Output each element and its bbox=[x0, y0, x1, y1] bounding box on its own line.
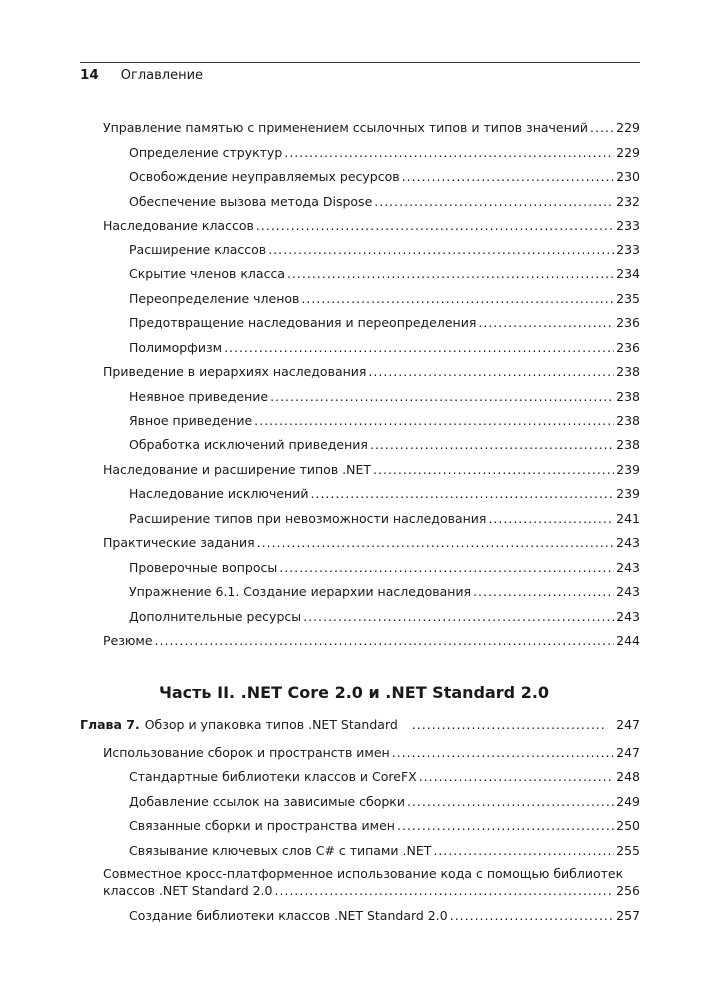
toc-leader bbox=[270, 389, 614, 404]
toc-entry-page: 249 bbox=[616, 794, 640, 809]
toc-entry[interactable] bbox=[129, 340, 640, 355]
toc-leader bbox=[590, 120, 614, 135]
running-header bbox=[80, 67, 203, 83]
toc-leader bbox=[279, 560, 614, 575]
toc-leader bbox=[256, 218, 614, 233]
toc-entry[interactable] bbox=[129, 560, 640, 575]
toc-leader bbox=[257, 535, 614, 550]
chapter-entry[interactable] bbox=[80, 717, 640, 732]
toc-entry[interactable] bbox=[129, 584, 640, 599]
toc-entry[interactable] bbox=[103, 535, 640, 550]
header-rule bbox=[80, 62, 640, 63]
toc-leader bbox=[488, 511, 614, 526]
toc-entry-title: Резюме bbox=[103, 633, 153, 648]
toc-entry-title-line1[interactable]: Совместное кросс-платформенное использование кода с помощью библиотек bbox=[103, 866, 624, 881]
toc-entry-title: Добавление ссылок на зависимые сборки bbox=[129, 794, 405, 809]
toc-entry-page: 255 bbox=[616, 843, 640, 858]
toc-entry[interactable] bbox=[129, 769, 640, 784]
chapter-label: Глава 7. bbox=[80, 717, 140, 732]
toc-entry[interactable] bbox=[129, 389, 640, 404]
toc-entry[interactable] bbox=[129, 194, 640, 209]
toc-entry-page: 256 bbox=[616, 883, 640, 898]
toc-entry[interactable] bbox=[103, 883, 640, 898]
toc-entry-page: 241 bbox=[616, 511, 640, 526]
toc-entry-title: Связывание ключевых слов C# с типами .NET bbox=[129, 843, 432, 858]
toc-leader bbox=[412, 717, 606, 732]
toc-entry[interactable] bbox=[129, 437, 640, 452]
toc-entry-title: Обеспечение вызова метода Dispose bbox=[129, 194, 373, 209]
toc-entry-title: Практические задания bbox=[103, 535, 255, 550]
toc-entry[interactable] bbox=[129, 609, 640, 624]
toc-entry-title: Скрытие членов класса bbox=[129, 266, 285, 281]
toc-leader bbox=[370, 437, 614, 452]
toc-entry-page: 243 bbox=[616, 560, 640, 575]
toc-entry-page: 239 bbox=[616, 486, 640, 501]
toc-leader bbox=[310, 486, 614, 501]
toc-entry[interactable] bbox=[129, 794, 640, 809]
toc-entry[interactable] bbox=[129, 291, 640, 306]
toc-entry-page: 239 bbox=[616, 462, 640, 477]
toc-entry-page: 248 bbox=[616, 769, 640, 784]
toc-entry[interactable] bbox=[129, 315, 640, 330]
toc-entry-title: Наследование и расширение типов .NET bbox=[103, 462, 372, 477]
toc-leader bbox=[284, 145, 614, 160]
toc-entry[interactable] bbox=[103, 364, 640, 379]
part-heading: Часть II. .NET Core 2.0 и .NET Standard 2.0 bbox=[158, 683, 550, 702]
toc-entry-page: 243 bbox=[616, 584, 640, 599]
toc-entry-page: 243 bbox=[616, 609, 640, 624]
toc-entry-page: 244 bbox=[616, 633, 640, 648]
toc-leader bbox=[433, 843, 614, 858]
toc-entry-page: 233 bbox=[616, 242, 640, 257]
toc-entry-title: Переопределение членов bbox=[129, 291, 300, 306]
toc-entry-title: Неявное приведение bbox=[129, 389, 269, 404]
toc-entry[interactable] bbox=[129, 908, 640, 923]
toc-entry[interactable] bbox=[103, 745, 640, 760]
toc-entry[interactable] bbox=[103, 120, 640, 135]
toc-entry-page: 238 bbox=[616, 389, 640, 404]
toc-entry-title: Связанные сборки и пространства имен bbox=[129, 818, 395, 833]
toc-leader bbox=[254, 413, 614, 428]
toc-entry[interactable] bbox=[103, 218, 640, 233]
toc-entry-page: 238 bbox=[616, 364, 640, 379]
toc-entry-page: 247 bbox=[616, 745, 640, 760]
toc-leader bbox=[373, 462, 614, 477]
toc-entry[interactable] bbox=[129, 818, 640, 833]
toc-leader bbox=[268, 242, 614, 257]
toc-entry-title: Стандартные библиотеки классов и CoreFX bbox=[129, 769, 417, 784]
toc-entry-page: 232 bbox=[616, 194, 640, 209]
toc-entry-page: 243 bbox=[616, 535, 640, 550]
toc-entry-title: Проверочные вопросы bbox=[129, 560, 278, 575]
toc-leader bbox=[402, 169, 615, 184]
toc-leader bbox=[478, 315, 614, 330]
toc-leader bbox=[303, 609, 614, 624]
toc-leader bbox=[419, 769, 614, 784]
toc-entry[interactable] bbox=[129, 266, 640, 281]
toc-leader bbox=[274, 883, 614, 898]
toc-leader bbox=[450, 908, 614, 923]
toc-entry-page: 230 bbox=[616, 169, 640, 184]
toc-entry-title: Использование сборок и пространств имен bbox=[103, 745, 390, 760]
toc-entry[interactable] bbox=[103, 462, 640, 477]
toc-leader bbox=[287, 266, 614, 281]
toc-entry-page: 229 bbox=[616, 145, 640, 160]
toc-entry-title: Упражнение 6.1. Создание иерархии наследования bbox=[129, 584, 472, 599]
toc-entry-title-line2: классов .NET Standard 2.0 bbox=[103, 883, 273, 898]
toc-entry-title: Полиморфизм bbox=[129, 340, 223, 355]
toc-entry-title: Приведение в иерархиях наследования bbox=[103, 364, 367, 379]
toc-entry-page: 236 bbox=[616, 315, 640, 330]
toc-entry-title: Управление памятью с применением ссылочных типов и типов значений bbox=[103, 120, 589, 135]
toc-entry-page: 236 bbox=[616, 340, 640, 355]
toc-entry[interactable] bbox=[103, 633, 640, 648]
toc-entry[interactable] bbox=[129, 843, 640, 858]
toc-leader bbox=[407, 794, 614, 809]
toc-entry-title: Создание библиотеки классов .NET Standard 2.0 bbox=[129, 908, 448, 923]
toc-leader bbox=[392, 745, 614, 760]
toc-entry-title: Расширение типов при невозможности наследования bbox=[129, 511, 487, 526]
toc-entry-title: Обработка исключений приведения bbox=[129, 437, 368, 452]
toc-entry-page: 238 bbox=[616, 437, 640, 452]
toc-entry[interactable] bbox=[129, 169, 640, 184]
toc-entry-title: Предотвращение наследования и переопределения bbox=[129, 315, 477, 330]
toc-entry-page: 257 bbox=[616, 908, 640, 923]
toc-entry-title: Расширение классов bbox=[129, 242, 267, 257]
toc-entry-page: 229 bbox=[616, 120, 640, 135]
toc-entry-title: Освобождение неуправляемых ресурсов bbox=[129, 169, 400, 184]
toc-entry[interactable] bbox=[129, 242, 640, 257]
running-title: Оглавление bbox=[120, 68, 204, 83]
toc-entry-title: Дополнительные ресурсы bbox=[129, 609, 302, 624]
page-number: 14 bbox=[80, 67, 99, 83]
toc-leader bbox=[397, 818, 614, 833]
toc-entry-title: Явное приведение bbox=[129, 413, 253, 428]
toc-leader bbox=[368, 364, 614, 379]
toc-leader bbox=[224, 340, 614, 355]
toc-entry[interactable] bbox=[129, 413, 640, 428]
toc-entry-page: 238 bbox=[616, 413, 640, 428]
toc-leader bbox=[301, 291, 614, 306]
toc-leader bbox=[374, 194, 614, 209]
toc-entry[interactable] bbox=[129, 486, 640, 501]
toc-leader bbox=[155, 633, 615, 648]
toc-entry-page: 235 bbox=[616, 291, 640, 306]
toc-entry[interactable] bbox=[129, 145, 640, 160]
toc-leader bbox=[473, 584, 614, 599]
chapter-title: Обзор и упаковка типов .NET Standard bbox=[144, 717, 398, 732]
toc-entry[interactable] bbox=[129, 511, 640, 526]
toc-entry-title: Наследование классов bbox=[103, 218, 254, 233]
chapter-page: 247 bbox=[616, 717, 640, 732]
toc-entry-page: 234 bbox=[616, 266, 640, 281]
toc-entry-title: Наследование исключений bbox=[129, 486, 309, 501]
toc-entry-page: 250 bbox=[616, 818, 640, 833]
toc-entry-title: Определение структур bbox=[129, 145, 283, 160]
toc-entry-page: 233 bbox=[616, 218, 640, 233]
